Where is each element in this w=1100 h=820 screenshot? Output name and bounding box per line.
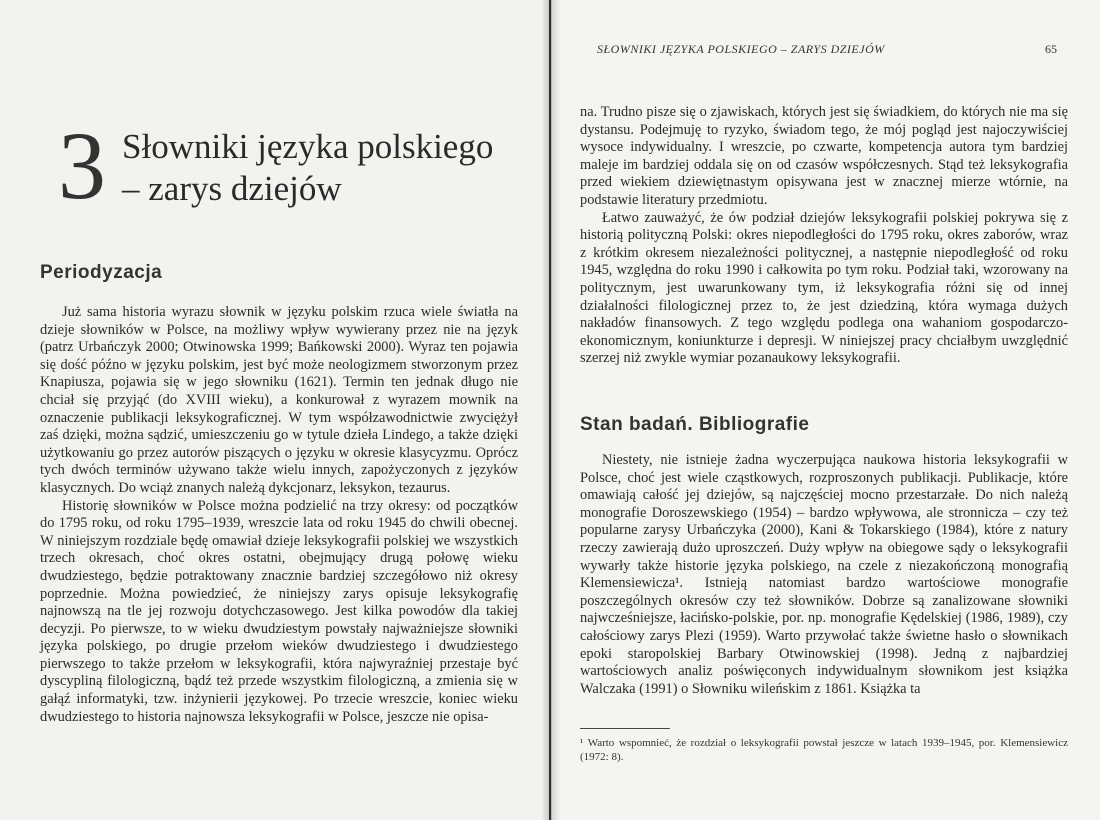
paragraph: Historię słowników w Polsce można podzielić na trzy okresy: od początków do 1795 roku, od roku 1795–1939, wreszcie lata od roku 1945 do chwili obecnej. W niniejszym rozdziale będę omawiał dzieje leksykografii polskiej we wszystkich trzech okresach, choć okres ostatni, obejmujący drugą połowę wieku dwudziestego, będzie potraktowany znacznie bardziej szczegółowo niż okresy poprzednie. Można powiedzieć, że niniejszy zarys opisuje leksykografię najnowszą na tle jej rozwoju dotychczasowego. Jest kilka powodów dla takiej decyzji. Po pierwsze, to w wieku dwudziestym powstały najważniejsze słowniki języka polskiego, po drugie przełom wieków dwudziestego i dwudziestego pierwszego to także przełom w leksykografii, która najwyraźniej przestaje być dyscypliną filologiczną, bądź też przede wszystkim filologiczną, a zmienia się w gałąź informatyki, tzw. inżynierii językowej. Po trzecie wreszcie, koniec wieku dwudziestego to historia najnowsza leksykografii w Polsce, jeszcze nie opisa- — [40, 497, 518, 725]
paragraph: na. Trudno pisze się o zjawiskach, których jest się świadkiem, do których nie ma się dystansu. Podejmuję to ryzyko, świadom tego, że mój pogląd jest najoczywiściej wysoce indywidualny. I wreszcie, po czwarte, kompetencja autora tym bardziej maleje im bardziej oddala się on od czasów współczesnych. Stąd też leksykografia przed wiekiem dziewiętnastym opisywana jest w znacznej mierze wtórnie, na podstawie literatury przedmiotu. — [580, 104, 1068, 208]
paragraph: Niestety, nie istnieje żadna wyczerpująca naukowa historia leksykografii w Polsce, choć jest wiele cząstkowych, rozproszonych publikacji. Publikacje, które omawiają całość jej dziejów, są najczęściej mocno przestarzałe. Do nich należą monografie Doroszewskiego (1954) – bardzo wpływowa, ale stronnicza – czy też popularne zarysy Urbańczyka (2000), Kani & Tokarskiego (1984), które z natury rzeczy zawierają dużo uproszczeń. Duży wpływ na obiegowe sądy o leksykografii wywarły także historie języka polskiego, na czele z niezakończoną monografią Klemensiewicza¹. Istnieją natomiast bardzo wartościowe monografie poszczególnych okresów czy też słowników. Dobrze są zanalizowane słowniki najwcześniejsze, łacińsko-polskie, por. np. monografie Kędelskiej (1986, 1989), czy całościowy zarys Plezi (1959). Warto przywołać także świetne hasło o słownikach epoki staropolskiej Barbary Otwinowskiej (1998). Jedną z najbardziej wartościowych analiz poświęconych indywidualnym słownikom jest książka Walczaka (1991) o Słowniku wileńskim z 1861. Książka ta — [580, 452, 1068, 697]
right-body-text-bottom — [580, 452, 1068, 698]
footnote: ¹ Warto wspomnieć, że rozdział o leksykografii powstał jeszcze w latach 1939–1945, por. Klemensiewicz (1972: 8). — [580, 737, 1068, 763]
footnote-rule — [580, 728, 670, 729]
section-heading-periodyzacja: Periodyzacja — [40, 262, 163, 283]
chapter-title — [122, 126, 522, 210]
paragraph: Łatwo zauważyć, że ów podział dziejów leksykografii polskiej pokrywa się z historią polityczną Polski: okres niepodległości do 1795 roku, okres zaborów, wraz z krótkim okresem niezależności politycznej, a następnie niepodległość od roku 1945, względna do roku 1990 i całkowita po tym roku. Podział taki, wzorowany na politycznym, jest uwarunkowany tym, iż leksykografia różni się od innej działalności filologicznej przez to, że jest dziedziną, która wymaga dużych nakładów finansowych. Z tego względu podlega ona wahaniom gospodarczo-ekonomicznym, koniunkturze i depresji. W niniejszej pracy chciałbym uwzględnić szerzej niż zwykle wymiar pozanaukowy leksykografii. — [580, 209, 1068, 367]
paragraph: Już sama historia wyrazu słownik w języku polskim rzuca wiele światła na dzieje słowników w Polsce, na możliwy wpływ wywierany przez nie na język (patrz Urbańczyk 2000; Otwinowska 1999; Bańkowski 2000). Wyraz ten pojawia się dość późno w języku polskim, jest być może neologizmem stworzonym przez Knapiusza, pojawia się w jego słowniku (1621). Termin ten jednak długo nie chciał się przyjąć (do XVIII wieku), a konkurował z wyrazem mownik na oznaczenie publikacji leksykograficznej. W tym współzawodnictwie zwyciężył zaś dzięki, można sądzić, umieszczeniu go w tytule dzieła Lindego, a także dzięki użytkowaniu go przez autorów piszących o języku w okresie klasycyzmu. Oprócz tych dwóch terminów używano także wielu innych, zapożyczonych z języków klasycznych. Do wciąż znanych należą dykcjonarz, leksykon, tezaurus. — [40, 304, 518, 496]
chapter-number: 3 — [58, 112, 106, 219]
left-page — [0, 0, 549, 820]
left-body-text — [40, 304, 518, 726]
chapter-title-line-1: Słowniki języka polskiego — [122, 127, 494, 166]
chapter-title-line-2: – zarys dziejów — [122, 169, 342, 208]
section-heading-stan-badan: Stan badań. Bibliografie — [580, 414, 810, 435]
page-number: 65 — [1045, 42, 1057, 56]
right-body-text-top — [580, 104, 1068, 368]
running-head: SŁOWNIKI JĘZYKA POLSKIEGO – ZARYS DZIEJÓW — [597, 42, 885, 56]
right-page — [551, 0, 1100, 820]
